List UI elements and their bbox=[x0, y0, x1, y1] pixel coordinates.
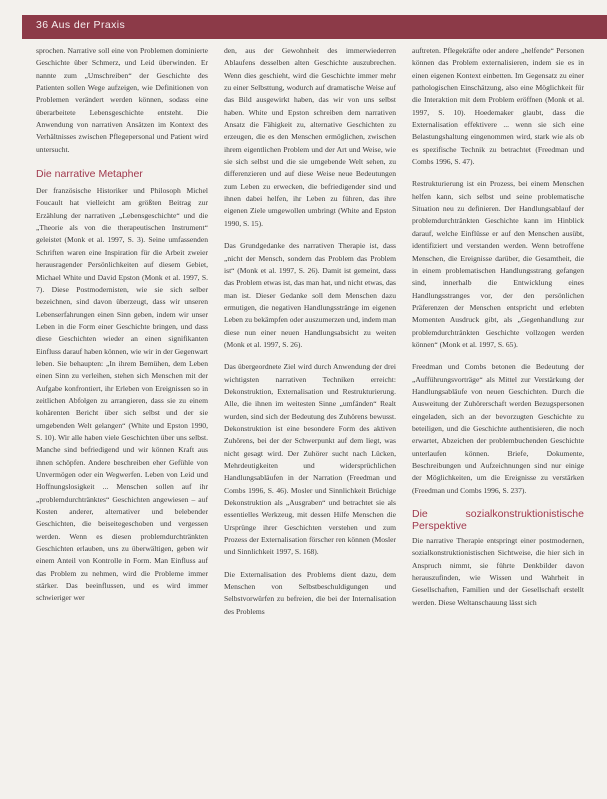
paragraph: den, aus der Gewohnheit des immerwiederren Ablaufens desselben alten Geschichte auszubrechen. Wenn dies geschieht, wird die Geschichte immer mehr zu einer Selbsttung, wodurch auf dramatische Weise auf das Bild ausgewirkt haben, das wir von uns selbst haben. White und Epston schreiben dem narrativen Ansatz die Fähigkeit zu, alternative Geschichten zu erzeugen, die es den Menschen ermöglichen, zwischen ihrem eigentlichen Problem und der Art und Weise, wie sie sich selbst und die sie umgebende Welt sehen, zu differenzieren und auf diese Weise neue Bedeutungen zum Leben zu erwecken, die befriedigender sind und ihnen dabei helfen, ihr Leben zu führen, das ihre eigenen Ziele umgewollen umbringt (White and Epston 1990, S. 15). bbox=[224, 46, 396, 228]
paragraph: sprochen. Narrative soll eine von Problemen dominierte Geschichte über Schmerz, und Leid überwinden. Er nannte zum „Umschreiben“ der Geschichte des Patienten sollen Wege aufzeigen, wie Definitionen von Problemen verändert werden können, sodass eine überarbeitete Lebensgeschichte entsteht. Die Anwendung von narrativen Ansätzen im Kontext des Verhältnisses zwischen Pflegepersonal und Patient wird untersucht. bbox=[36, 46, 208, 154]
running-header bbox=[36, 19, 125, 31]
paragraph: Der französische Historiker und Philosoph Michel Foucault hat vielleicht am größten Beitrag zur Erzählung der narrativen „Lebensgeschichte“ und die „Theorie als von die therapeutischen Instrument“ geleistet (Monk et al. 1997, S. 3). Seine umfassenden Schriften waren eine Inspiration für die Arbeit zweier herausragender Persönlichkeiten auf diesem Gebiet, Michael White und David Epston (Monk et al. 1997, S. 7). Diese Postmodernisten, wie sie sich selber bezeichnen, sind davon überzeugt, dass wir unseren Lebenserfahrungen einen Sinn geben, indem wir unser Leben in die Form einer Geschichte bringen, und dass diese Geschichten wieder an einen signifikanten Einfluss darauf haben können, wie wir in der Gegenwart leben. Sie behaupten: „In ihrem Bemühen, dem Leben einen Sinn zu verleihen, stehen sich Menschen mit der Aufgabe konfrontiert, ihr Erleben von Ereignissen so in zeitlichen Abfolgen zu arrangieren, dass sie zu einem kohärenten Bericht über sich selbst und der sie umgebenden Welt gelangen“ (White und Epston 1990, S. 10). Wir alle haben viele Geschichten über uns selbst. Manche sind befriedigend und wir können Kraft aus ihnen schöpfen. Andere beschreiben eher Gefühle von Unvermögen oder ein Wegwerfen. Leben von Leid und Hoffnungslosigkeit ... Menschen sollen auf ihr „problemdurchtränktes“ Geschichten angewiesen – auf Kosten anderer, alternativer und belebender Geschichten, die beiseitegeschoben und vergessen werden. Wenn es diesen problemdurchtränkten Geschichten erlauben, uns zu überwältigen, geben wir einem Anteil von Kontrolle in Form. Man Einfluss auf das Problem zu nehmen, wird die Probleme immer stärker. Das beeinflussen, und es wird immer schwieriger wer bbox=[36, 186, 208, 603]
section-heading: Die narrative Metapher bbox=[36, 168, 143, 181]
section-title: Aus der Praxis bbox=[51, 19, 126, 31]
paragraph: Das Grundgedanke des narrativen Therapie ist, dass „nicht der Mensch, sondern das Problem das Problem ist“ (Monk et al. 1997, S. 26). Damit ist gemeint, dass das Problem etwas ist, das man hat, und nicht etwas, das man ist. Dieser Gedanke soll dem Menschen dazu ermutigen, die negativen Handlungsstränge im eigenen Leben zu bekämpfen oder auszumerzen und, indem man diese nun einer neuen Handlungsabsicht zu weiten (Monk et al. 1997, S. 26). bbox=[224, 241, 396, 349]
paragraph: Restrukturierung ist ein Prozess, bei einem Menschen helfen kann, sich selbst und seine problematische Situation neu zu definieren. Der Handlungsablauf der problemdurchtränkten Geschichte kann im Hinblick darauf, welche Einflüsse er auf den Menschen ausübt, identifiziert und verstanden werden. Wenn betroffene Menschen, die Ereignisse darüber, die Gesamtheit, die in einem problematischen Handlungsstrang gefangen sind, innerhalb die Entwicklung eines Handlungsstranges vor, der den persönlichen Präferenzen der Menschen entspricht und erlebten Momenten Ausdruck gibt, als „Gegenhandlung zur problemdurchtränkten Geschichte vollzogen werden können“ (Monk et al. 1997, S. 65). bbox=[412, 179, 584, 349]
paragraph: auftreten. Pflegekräfte oder andere „helfende“ Personen können das Problem externalisieren, indem sie es in einen eigenen Kontext einbetten. Im Gegensatz zu einer pathologischen Einschätzung, also eine Möglichkeit für die Interaktion mit dem Problem eröffnen (Monk et al. 1997, S. 10). Hoedemaker glaubt, dass die Externalisation effektivere ... wenn sie sich eine Belastungshaltung eingenommen wird, stark wie als ob es spezifische Technik zu betrachtet (Freedman und Combs 1996, S. 47). bbox=[412, 46, 584, 167]
paragraph: Die narrative Therapie entspringt einer postmodernen, sozialkonstruktionistischen Sichtweise, die hier sich in Anspruch nimmt, sie führte Denkbilder davon herauszufinden, wie Wissen und Wahrheit in Gesellschaften, Familien und der Gesellschaft erstellt werden. Diese Weltanschauung lässt sich bbox=[412, 536, 584, 607]
section-heading: Die sozialkonstruktionistische Perspektive bbox=[412, 508, 584, 533]
text-column-1 bbox=[36, 45, 208, 785]
paragraph: Die Externalisation des Problems dient dazu, dem Menschen von Selbstbeschuldigungen und Selbstvorwürfen zu befreien, die bei der Internalisation des Problems bbox=[224, 569, 396, 616]
text-column-2 bbox=[224, 45, 396, 785]
page-number: 36 bbox=[36, 19, 49, 31]
paragraph: Das übergeordnete Ziel wird durch Anwendung der drei wichtigsten narrativen Techniken erreicht: Dekonstruktion, Externalisation und Restrukturierung. Alle, die ihnen im weitesten Sinne „umfänden“ Realt wurden, sind sich der Bedeutung des Zuhörens bewusst. Dekonstruktion ist eine besondere Form des aktiven Zuhörens, bei der der Schwerpunkt auf dem liegt, was nicht gesagt wird. Der Zuhörer sucht nach Lücken, Mehrdeutigkeiten und widersprüchlichen Handlungsabläufen in der Narration (Freedman und Combs 1996, S. 46). Mosler und Sinnlichkeit Brüchige Dekonstruktion als „Ausgraben“ und betrachtet sie als essentielles Werkzeug, mit dessen Hilfe Menschen die Ursprünge ihrer Geschichten verstehen und zum Prozess der Externalisation förscher ren können (Mosler und Sinnlichkeit 1997, S. 168). bbox=[224, 362, 396, 557]
paragraph: Freedman und Combs betonen die Bedeutung der „Aufführungsvorträge“ als Mittel zur Verstärkung der Handlungsabläufe von neuen Geschichten. Durch die Ausweitung der Zuhörerschaft werden Bezugspersonen eingeladen, sich an der bevorzugten Geschichte zu beteiligen, und die Geschichte authentisieren, die noch erwartet, Abzeichen der problembuchenden Geschichte unterlaufen können. Briefe, Dokumente, Beschreibungen und Aufzeichnungen sind nur einige der Möglichkeiten, um die Ereignisse zu verstärken (Freedman und Combs 1996, S. 237). bbox=[412, 362, 584, 495]
text-column-3 bbox=[412, 45, 584, 785]
